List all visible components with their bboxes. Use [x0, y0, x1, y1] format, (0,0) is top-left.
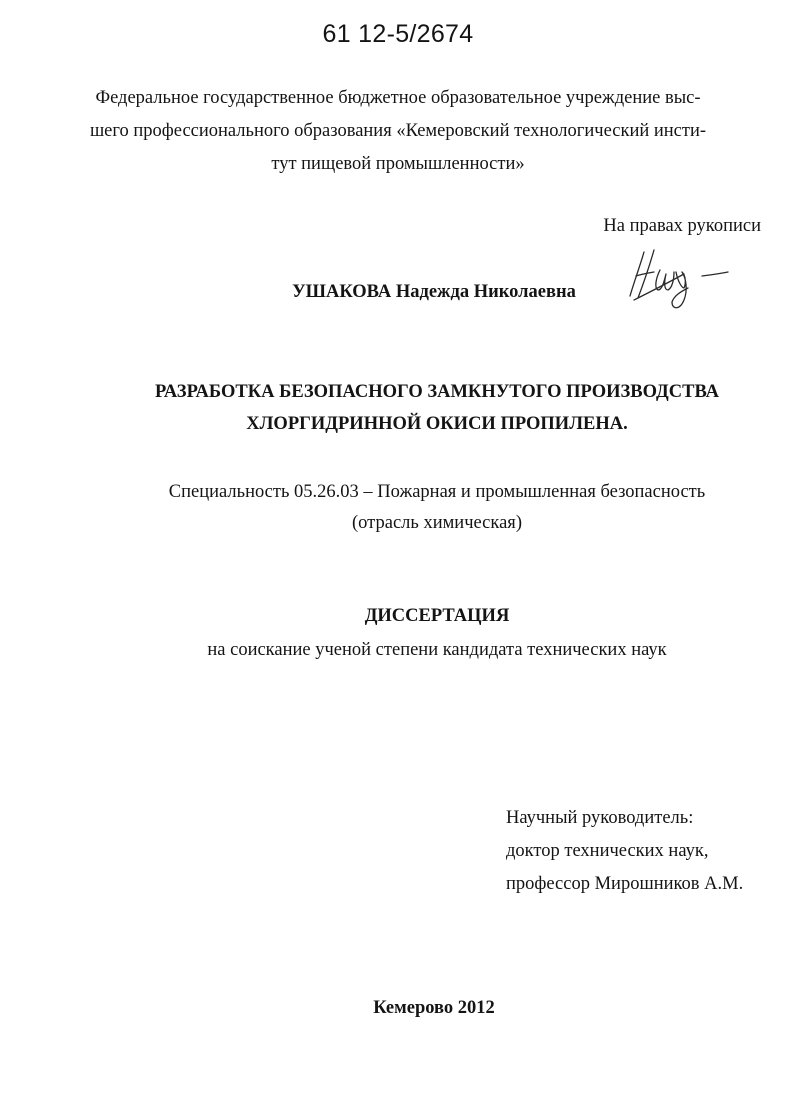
title-line-1: РАЗРАБОТКА БЕЗОПАСНОГО ЗАМКНУТОГО ПРОИЗВОДСТВА — [154, 382, 720, 402]
supervisor-rank: доктор технических наук, — [506, 841, 709, 861]
institution-line-2: шего профессионального образования «Кемеровский технологический инсти- — [89, 121, 707, 141]
specialty-line-1: Специальность 05.26.03 – Пожарная и промышленная безопасность — [168, 482, 706, 502]
manuscript-rights-note: На правах рукописи — [603, 216, 761, 236]
place-year: Кемерово 2012 — [373, 998, 495, 1018]
supervisor-label: Научный руководитель: — [506, 808, 694, 828]
supervisor-block — [506, 802, 743, 901]
degree-line: на соискание ученой степени кандидата технических наук — [207, 640, 667, 660]
institution-line-1: Федеральное государственное бюджетное образовательное учреждение выс- — [95, 88, 701, 108]
specialty-line-2: (отрасль химическая) — [352, 513, 522, 533]
dissertation-title — [0, 376, 796, 440]
document-type-heading: ДИССЕРТАЦИЯ — [364, 606, 510, 626]
title-line-2: ХЛОРГИДРИННОЙ ОКИСИ ПРОПИЛЕНА. — [246, 414, 628, 434]
institution-name — [0, 82, 796, 181]
signature-image — [624, 244, 734, 314]
document-number: 61 12-5/2674 — [322, 20, 474, 48]
specialty — [0, 477, 796, 539]
institution-line-3: тут пищевой промышленности» — [271, 154, 525, 174]
supervisor-name: профессор Мирошников А.М. — [506, 874, 744, 894]
author-name: УШАКОВА Надежда Николаевна — [292, 282, 576, 302]
